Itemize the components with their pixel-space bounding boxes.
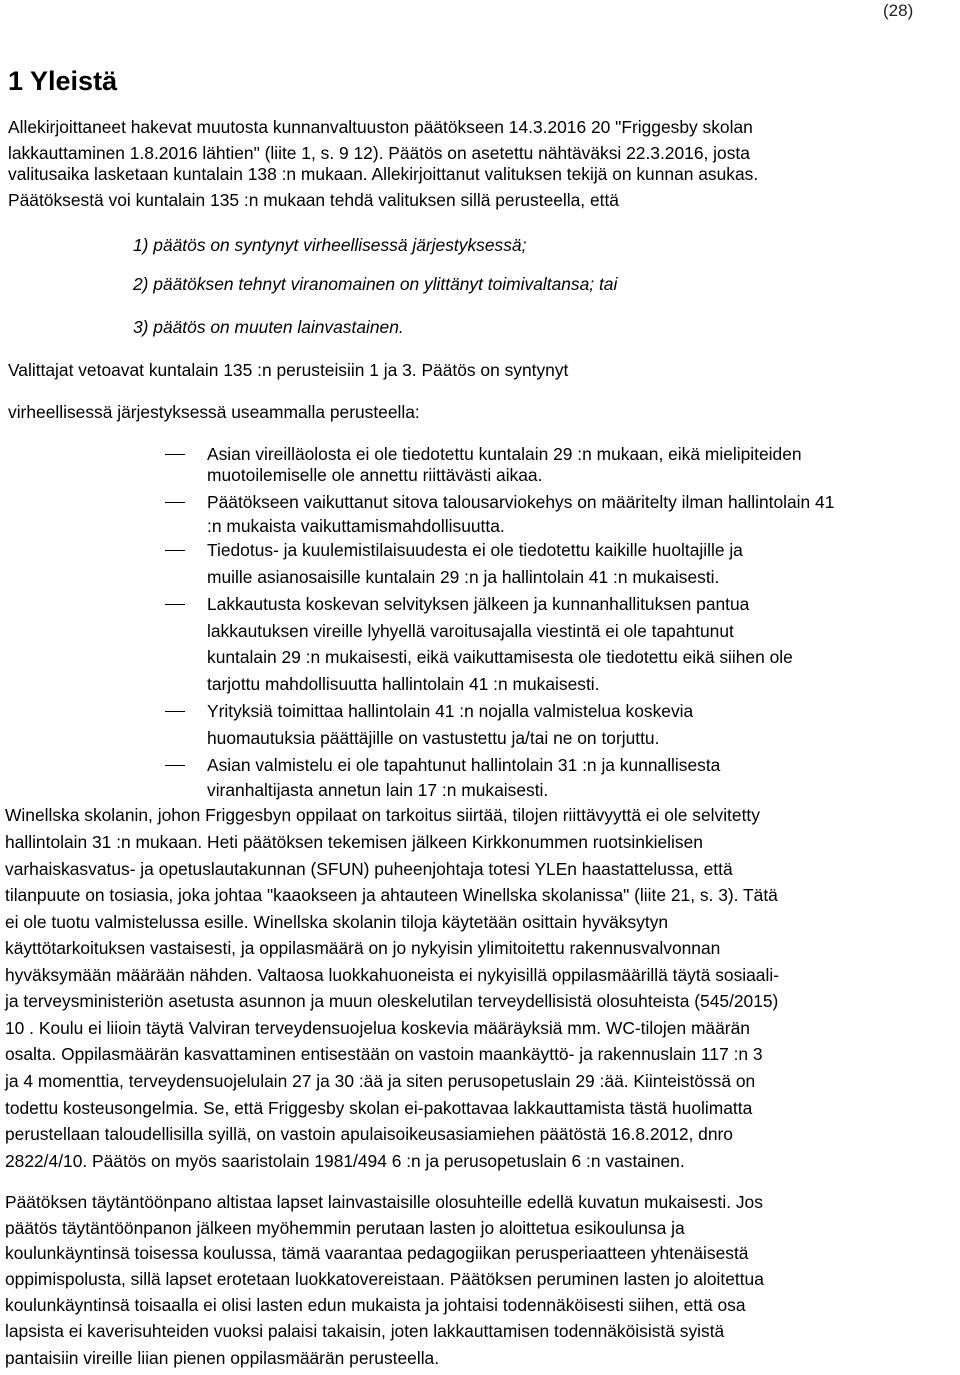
dash-bullet-icon <box>165 502 185 503</box>
bullet-line: Päätökseen vaikuttanut sitova talousarviokehys on määritelty ilman hallintolain 41 <box>207 492 835 512</box>
body-line: tilanpuute on tosiasia, joka johtaa "kaaokseen ja ahtauteen Winellska skolanissa" (liite 21, s. 3). Tätä <box>5 885 778 905</box>
ground-item: 2) päätöksen tehnyt viranomainen on ylittänyt toimivaltansa; tai <box>133 274 618 294</box>
bullet-line: Tiedotus- ja kuulemistilaisuudesta ei ole tiedotettu kaikille huoltajille ja <box>207 540 743 560</box>
bullet-line: Asian valmistelu ei ole tapahtunut hallintolain 31 :n ja kunnallisesta <box>207 755 721 775</box>
intro-line: Päätöksestä voi kuntalain 135 :n mukaan tehdä valituksen sillä perusteella, että <box>8 190 619 210</box>
section-heading: 1 Yleistä <box>8 66 118 96</box>
dash-bullet-icon <box>165 765 185 766</box>
body-line: ja 4 momenttia, terveydensuojelulain 27 ja 30 :ää ja siten perusopetuslain 29 :ää. Kiinteistössä on <box>5 1071 756 1091</box>
bullet-line: lakkautuksen vireille lyhyellä varoitusajalla viestintä ei ole tapahtunut <box>207 621 734 641</box>
body-line: koulunkäyntinsä toisessa koulussa, tämä vaarantaa pedagogiikan perusperiaatteen yhtenäisestä <box>5 1243 749 1263</box>
body-line: oppimispolusta, sillä lapset erotetaan luokkatovereistaan. Päätöksen peruminen lasten jo aloitettua <box>5 1269 764 1289</box>
dash-bullet-icon <box>165 604 185 605</box>
body-line: Winellska skolanin, johon Friggesbyn oppilaat on tarkoitus siirtää, tilojen riittävyyttä ei ole selvitetty <box>5 805 760 825</box>
body-line: ja terveysministeriön asetusta asunnon ja muun oleskelutilan terveydellisistä olosuhteista (545/2015) <box>5 991 779 1011</box>
bullet-line: kuntalain 29 :n mukaisesti, eikä vaikuttamisesta ole tiedotettu eikä siihen ole <box>207 647 793 667</box>
bullet-line: :n mukaista vaikuttamismahdollisuutta. <box>207 516 505 536</box>
bullet-line: viranhaltijasta annetun lain 17 :n mukaisesti. <box>207 780 549 800</box>
intro-line: lakkauttaminen 1.8.2016 lähtien" (liite 1, s. 9 12). Päätös on asetettu nähtäväksi 22.3.2016, josta <box>8 143 750 163</box>
intro-line: Allekirjoittaneet hakevat muutosta kunnanvaltuuston päätökseen 14.3.2016 20 "Friggesby skolan <box>8 117 753 137</box>
bullet-line: Asian vireilläolosta ei ole tiedotettu kuntalain 29 :n mukaan, eikä mielipiteiden <box>207 444 802 464</box>
body-line: pantaisiin vireille liian pienen oppilasmäärän perusteella. <box>5 1348 440 1368</box>
bullet-line: Lakkautusta koskevan selvityksen jälkeen ja kunnanhallituksen pantua <box>207 594 750 614</box>
dash-bullet-icon <box>165 711 185 712</box>
body-line: 2822/4/10. Päätös on myös saaristolain 1981/494 6 :n ja perusopetuslain 6 :n vastainen. <box>5 1151 685 1171</box>
bullet-line: Yrityksiä toimittaa hallintolain 41 :n nojalla valmistelua koskevia <box>207 701 694 721</box>
body-line: Päätöksen täytäntöönpano altistaa lapset lainvastaisille olosuhteille edellä kuvatun mukaisesti. Jos <box>5 1192 763 1212</box>
body-line: hallintolain 31 :n mukaan. Heti päätöksen tekemisen jälkeen Kirkkonummen ruotsinkielisen <box>5 832 703 852</box>
body-line: lapsista ei kaverisuhteiden vuoksi palaisi takaisin, joten lakkauttamisen todennäköisistä syistä <box>5 1321 725 1341</box>
body-line: osalta. Oppilasmäärän kasvattaminen entisestään on vastoin maankäyttö- ja rakennuslain 117 :n 3 <box>5 1044 763 1064</box>
body-line: päätös täytäntöönpanon jälkeen myöhemmin perutaan lasten jo aloittetua esikoulunsa ja <box>5 1218 685 1238</box>
dash-bullet-icon <box>165 550 185 551</box>
ground-item: 3) päätös on muuten lainvastainen. <box>133 317 404 337</box>
bullet-line: muille asianosaisille kuntalain 29 :n ja hallintolain 41 :n mukaisesti. <box>207 567 720 587</box>
body-line: varhaiskasvatus- ja opetuslautakunnan (SFUN) puheenjohtaja totesi YLEn haastattelussa, että <box>5 859 733 879</box>
bullet-line: huomautuksia päättäjille on vastustettu ja/tai ne on torjuttu. <box>207 728 660 748</box>
body-line: käyttötarkoituksen vastaisesti, ja oppilasmäärä on jo nykyisin ylimitoitettu rakennusvalvonnan <box>5 938 721 958</box>
dash-bullet-icon <box>165 454 185 455</box>
body-line: 10 . Koulu ei liioin täytä Valviran terveydensuojelua koskevia määräyksiä mm. WC-tilojen määrän <box>5 1018 750 1038</box>
bullet-line: muotoilemiselle ole annettu riittävästi aikaa. <box>207 465 543 485</box>
body-line: hyväksymään määrään nähden. Valtaosa luokkahuoneista ei nykyisillä oppilasmäärillä täytä sosiaali- <box>5 965 779 985</box>
intro-line: valitusaika lasketaan kuntalain 138 :n mukaan. Allekirjoittanut valituksen tekijä on kunnan asukas. <box>8 164 759 184</box>
body-line: ei ole tuotu valmistelussa esille. Winellska skolanin tiloja käytetään osittain hyväksytyn <box>5 912 669 932</box>
ground-item: 1) päätös on syntynyt virheellisessä järjestyksessä; <box>133 235 527 255</box>
page-number: (28) <box>883 1 914 20</box>
body-line: koulunkäyntinsä toisaalla ei olisi lasten edun mukaista ja johtaisi todennäköisesti siihen, että osa <box>5 1295 746 1315</box>
body-line: perustellaan taloudellisilla syillä, on vastoin apulaisoikeusasiamiehen päätöstä 16.8.2012, dnro <box>5 1124 733 1144</box>
body-line: todettu kosteusongelmia. Se, että Friggesby skolan ei-pakottavaa lakkauttamista tästä huolimatta <box>5 1098 753 1118</box>
claim-line: virheellisessä järjestyksessä useammalla perusteella: <box>8 402 420 422</box>
claim-line: Valittajat vetoavat kuntalain 135 :n perusteisiin 1 ja 3. Päätös on syntynyt <box>8 360 569 380</box>
bullet-line: tarjottu mahdollisuutta hallintolain 41 :n mukaisesti. <box>207 674 600 694</box>
